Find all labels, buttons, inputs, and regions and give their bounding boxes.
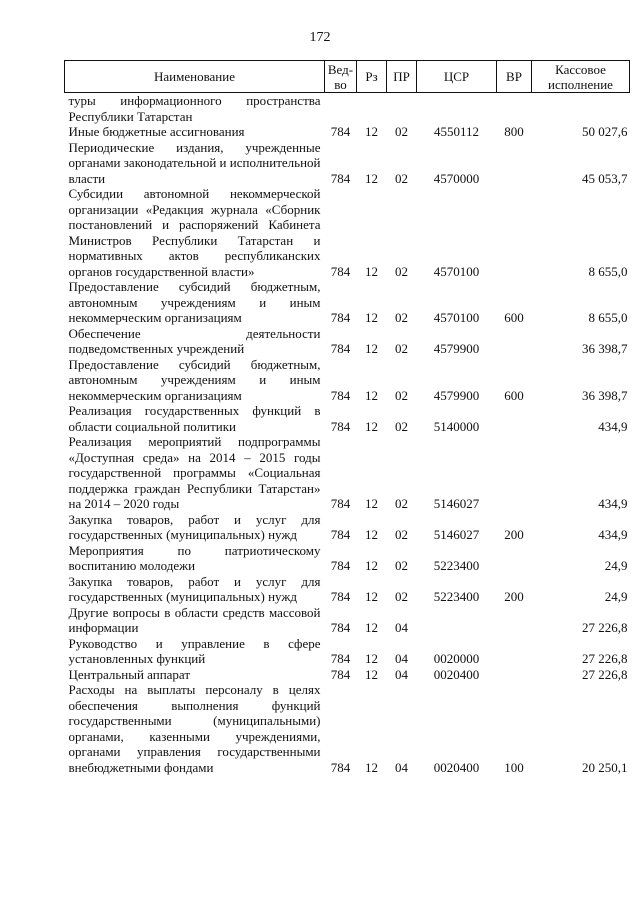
row-name: Реализация государственных функций в области социальной политики	[68, 403, 321, 434]
row-pr	[387, 93, 417, 125]
row-pr: 04	[395, 651, 408, 666]
table-row	[65, 512, 630, 543]
row-vr: 600	[504, 387, 524, 403]
row-amount: 24,9	[604, 589, 628, 604]
row-vr: 200	[504, 589, 524, 604]
header-pr: ПР	[387, 61, 417, 93]
table-row	[65, 434, 630, 512]
row-csr: 5146027	[433, 496, 480, 511]
row-vr	[497, 140, 532, 187]
row-vr	[497, 605, 532, 636]
row-name: туры информационного пространства Республики Татарстан	[68, 93, 321, 124]
row-name: Расходы на выплаты персоналу в целях обеспечения выполнения функций государственными (муниципальными) органами, казенными учреждениями, органами управления государственными внебюджетными фондами	[68, 682, 321, 775]
row-csr: 5146027	[433, 527, 480, 542]
row-pr: 02	[395, 170, 408, 186]
row-pr: 04	[395, 620, 408, 635]
row-csr: 0020400	[433, 759, 480, 775]
row-name: Другие вопросы в области средств массовой информации	[68, 604, 321, 635]
row-amount: 434,9	[598, 496, 628, 511]
row-pr: 02	[395, 124, 408, 139]
row-ved: 784	[330, 387, 351, 403]
row-csr: 4570100	[433, 310, 480, 325]
table-row	[65, 357, 630, 404]
row-name: Руководство и управление в сфере установленных функций	[68, 635, 321, 666]
row-vr: 800	[504, 124, 524, 139]
row-rz: 12	[365, 651, 378, 666]
row-ved	[325, 93, 357, 125]
row-ved: 784	[330, 759, 351, 775]
budget-table	[64, 60, 630, 775]
row-rz: 12	[365, 527, 378, 542]
row-name: Центральный аппарат	[68, 666, 191, 682]
row-amount: 24,9	[604, 558, 628, 573]
row-rz: 12	[365, 589, 378, 604]
row-ved: 784	[330, 310, 351, 325]
row-amount: 36 398,7	[582, 341, 628, 356]
table-row	[65, 667, 630, 683]
row-vr	[497, 667, 532, 683]
row-csr: 5223400	[433, 589, 480, 604]
table-row	[65, 326, 630, 357]
row-name: Иные бюджетные ассигнования	[68, 124, 245, 139]
table-row	[65, 124, 630, 140]
row-pr: 02	[395, 558, 408, 573]
row-csr: 5140000	[433, 418, 480, 434]
row-name: Периодические издания, учрежденные органами законодательной и исполнительной власти	[68, 139, 321, 186]
row-pr: 02	[395, 310, 408, 325]
row-csr: 4570100	[433, 263, 480, 279]
row-ved: 784	[330, 418, 351, 434]
row-pr: 02	[395, 589, 408, 604]
table-row	[65, 605, 630, 636]
row-ved: 784	[330, 651, 351, 666]
row-amount: 8 655,0	[588, 263, 628, 279]
row-vr	[497, 186, 532, 279]
row-name: Реализация мероприятий подпрограммы «Доступная среда» на 2014 – 2015 годы государственной программы «Социальная поддержка граждан Республики Татарстан» на 2014 – 2020 годы	[68, 434, 321, 511]
row-rz: 12	[365, 341, 378, 356]
row-csr: 4570000	[433, 170, 480, 186]
table-row	[65, 93, 630, 125]
row-ved: 784	[330, 170, 351, 186]
table-row	[65, 543, 630, 574]
row-ved: 784	[330, 589, 351, 604]
row-vr	[497, 326, 532, 357]
row-vr	[497, 403, 532, 434]
row-name: Обеспечение деятельности подведомственных учреждений	[68, 325, 321, 356]
row-vr	[497, 93, 532, 125]
row-name: Субсидии автономной некоммерческой организации «Редакция журнала «Сборник постановлений и распоряжений Кабинета Министров Республики Татарстан и нормативных актов республиканских органов государственной власти»	[68, 186, 321, 279]
row-amount: 45 053,7	[582, 170, 628, 186]
row-vr: 200	[504, 527, 524, 542]
row-ved: 784	[330, 620, 351, 635]
row-pr: 04	[395, 759, 408, 775]
row-rz: 12	[365, 666, 378, 682]
row-pr: 02	[395, 527, 408, 542]
row-amount: 20 250,1	[582, 759, 628, 775]
row-rz: 12	[365, 170, 378, 186]
header-csr: ЦСР	[417, 61, 497, 93]
page-number: 172	[309, 30, 331, 45]
header-row	[65, 61, 630, 93]
header-vr: ВР	[497, 61, 532, 93]
row-amount: 27 226,8	[582, 620, 628, 635]
row-rz: 12	[365, 558, 378, 573]
table-row	[65, 574, 630, 605]
row-vr	[497, 543, 532, 574]
row-amount: 434,9	[598, 527, 628, 542]
row-ved: 784	[330, 527, 351, 542]
header-amount: Кассовое исполнение	[532, 61, 630, 93]
row-amount: 50 027,6	[582, 124, 628, 139]
row-vr: 100	[504, 759, 524, 775]
row-csr	[417, 605, 497, 636]
row-amount: 36 398,7	[582, 387, 628, 403]
row-rz: 12	[365, 620, 378, 635]
row-name: Предоставление субсидий бюджетным, автономным учреждениям и иным некоммерческим организациям	[68, 356, 321, 403]
row-ved: 784	[330, 558, 351, 573]
row-rz: 12	[365, 310, 378, 325]
table-row	[65, 140, 630, 187]
row-csr: 4579900	[433, 341, 480, 356]
row-name: Закупка товаров, работ и услуг для государственных (муниципальных) нужд	[68, 573, 321, 604]
row-amount: 27 226,8	[582, 651, 628, 666]
table-row	[65, 186, 630, 279]
row-rz: 12	[365, 387, 378, 403]
row-ved: 784	[330, 341, 351, 356]
table-row	[65, 279, 630, 326]
row-pr: 02	[395, 341, 408, 356]
header-ved: Вед-во	[325, 61, 357, 93]
row-csr: 4579900	[433, 387, 480, 403]
row-rz: 12	[365, 759, 378, 775]
row-csr: 0020000	[433, 651, 480, 666]
row-ved: 784	[330, 496, 351, 511]
row-pr: 02	[395, 496, 408, 511]
row-ved: 784	[330, 666, 351, 682]
row-amount: 27 226,8	[582, 666, 628, 682]
row-rz	[357, 93, 387, 125]
row-name: Закупка товаров, работ и услуг для государственных (муниципальных) нужд	[68, 511, 321, 542]
table-row	[65, 636, 630, 667]
header-rz: Рз	[357, 61, 387, 93]
table-row	[65, 682, 630, 775]
row-rz: 12	[365, 263, 378, 279]
row-csr: 5223400	[433, 558, 480, 573]
row-name: Мероприятия по патриотическому воспитанию молодежи	[68, 542, 321, 573]
row-rz: 12	[365, 418, 378, 434]
row-csr: 4550112	[433, 124, 480, 139]
row-amount: 8 655,0	[588, 310, 628, 325]
row-rz: 12	[365, 124, 378, 139]
row-ved: 784	[330, 263, 351, 279]
row-amount: 434,9	[598, 418, 628, 434]
row-pr: 04	[395, 666, 408, 682]
table-row	[65, 403, 630, 434]
row-csr: 0020400	[433, 666, 480, 682]
row-ved: 784	[330, 124, 351, 139]
row-rz: 12	[365, 496, 378, 511]
row-name: Предоставление субсидий бюджетным, автономным учреждениям и иным некоммерческим организациям	[68, 279, 321, 325]
row-vr	[497, 636, 532, 667]
row-vr	[497, 434, 532, 512]
row-pr: 02	[395, 263, 408, 279]
row-amount	[532, 93, 630, 125]
row-csr	[417, 93, 497, 125]
row-vr: 600	[504, 310, 524, 325]
row-pr: 02	[395, 387, 408, 403]
header-name: Наименование	[65, 61, 325, 93]
row-pr: 02	[395, 418, 408, 434]
